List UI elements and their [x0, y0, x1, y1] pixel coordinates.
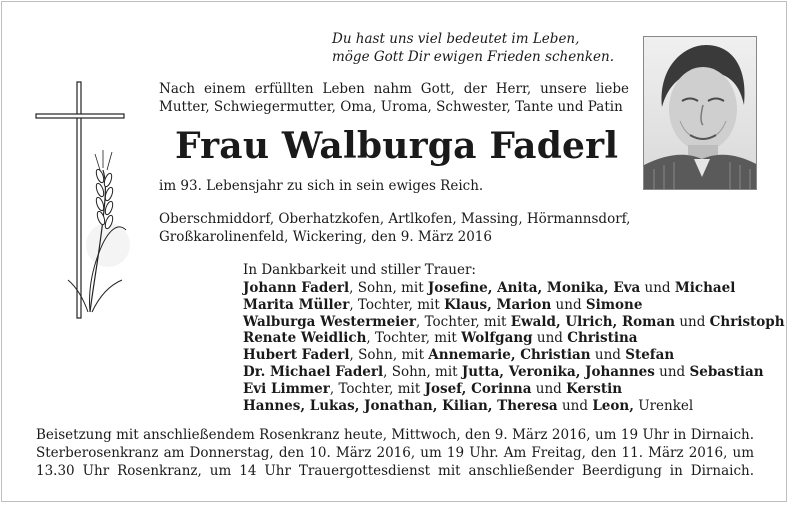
funeral-line-1: Beisetzung mit anschließendem Rosenkranz heute, Mittwoch, den 9. März 2016, um 19 Uhr in Dirnaich. — [36, 427, 754, 443]
mourner-line — [243, 330, 773, 347]
mourner-relation: und — [590, 347, 626, 364]
funeral-info — [36, 426, 754, 480]
places-line-2: Großkarolinenfeld, Wickering, den 9. März 2016 — [159, 229, 492, 245]
mourner-name: Hannes, Lukas, Jonathan, Kilian, Theresa — [243, 397, 558, 414]
verse-line-1: Du hast uns viel bedeutet im Leben, — [332, 31, 580, 47]
mourner-name: Michael — [674, 280, 736, 296]
thanks-intro: In Dankbarkeit und stiller Trauer: — [243, 262, 476, 278]
intro-text — [159, 80, 629, 116]
verse-line-2: möge Gott Dir ewigen Frieden schenken. — [332, 49, 615, 65]
mourner-line — [243, 313, 785, 331]
verse — [332, 30, 632, 66]
mourner-relation: und — [551, 296, 586, 313]
mourner-name: Johann Faderl — [243, 280, 350, 296]
mourner-line — [243, 381, 773, 398]
mourner-relation: , Tochter, mit — [366, 330, 462, 347]
mourner-name: Evi Limmer — [243, 380, 330, 397]
mourner-line — [243, 364, 773, 381]
mourner-name: Kerstin — [566, 380, 623, 397]
age-text: im 93. Lebensjahr zu sich in sein ewiges Reich. — [159, 178, 484, 194]
intro-line-1: Nach einem erfüllten Leben nahm Gott, der Herr, unsere liebe — [159, 81, 629, 97]
mourner-name: Stefan — [625, 347, 675, 364]
mourner-relation: , Sohn, mit — [383, 363, 462, 380]
mourner-name: Walburga Westermeier — [243, 313, 417, 330]
mourner-relation: , Tochter, mit — [329, 380, 425, 397]
mourner-name: Hubert Faderl — [243, 347, 350, 364]
mourner-name: Leon, — [592, 397, 634, 414]
mourner-line — [243, 297, 773, 314]
mourner-relation: und — [532, 330, 568, 347]
mourner-name: Klaus, Marion — [444, 296, 552, 313]
cross-with-wheat-icon — [30, 80, 140, 320]
deceased-name: Frau Walburga Faderl — [175, 125, 619, 167]
mourner-relation: und — [654, 363, 690, 380]
mourner-relation: und — [640, 280, 675, 296]
mourner-name: Dr. Michael Faderl — [243, 363, 384, 380]
mourner-relation: , Sohn, mit — [349, 347, 429, 364]
mourner-line — [243, 347, 773, 364]
mourner-name: Josefine, Anita, Monika, Eva — [427, 280, 641, 296]
mourners-list — [243, 280, 785, 414]
mourner-relation: und — [531, 380, 567, 397]
mourner-name: Wolfgang — [461, 330, 533, 347]
mourner-name: Christina — [567, 330, 638, 347]
mourner-relation: , Tochter, mit — [416, 313, 511, 330]
mourner-name: Marita Müller — [243, 296, 350, 313]
mourner-relation: und — [675, 313, 710, 330]
mourner-relation: und — [557, 397, 593, 414]
funeral-line-2: Sterberosenkranz am Donnerstag, den 10. März 2016, um 19 Uhr. Am Freitag, den 11. März 2016, um — [36, 445, 754, 461]
mourner-line — [243, 280, 773, 297]
mourner-name: Renate Weidlich — [243, 330, 367, 347]
mourner-name: Sebastian — [689, 363, 764, 380]
mourner-relation: , Tochter, mit — [349, 296, 445, 313]
mourner-relation: , Sohn, mit — [349, 280, 428, 296]
places-line-1: Oberschmiddorf, Oberhatzkofen, Artlkofen, Massing, Hörmannsdorf, — [159, 211, 631, 227]
mourner-name: Annemarie, Christian — [428, 347, 591, 364]
funeral-line-3: 13.30 Uhr Rosenkranz, um 14 Uhr Trauergottesdienst mit anschließender Beerdigung in Dirnaich. — [36, 463, 754, 479]
mourner-name: Christoph — [709, 313, 785, 330]
mourner-relation: Urenkel — [633, 397, 694, 414]
mourner-name: Simone — [585, 296, 643, 313]
mourner-name: Jutta, Veronika, Johannes — [461, 363, 655, 380]
mourner-line — [243, 398, 773, 415]
mourner-name: Ewald, Ulrich, Roman — [510, 313, 676, 330]
mourner-name: Josef, Corinna — [424, 380, 532, 397]
places-date — [159, 210, 659, 246]
portrait-photo — [643, 36, 757, 190]
intro-line-2: Mutter, Schwiegermutter, Oma, Uroma, Schwester, Tante und Patin — [159, 99, 623, 115]
